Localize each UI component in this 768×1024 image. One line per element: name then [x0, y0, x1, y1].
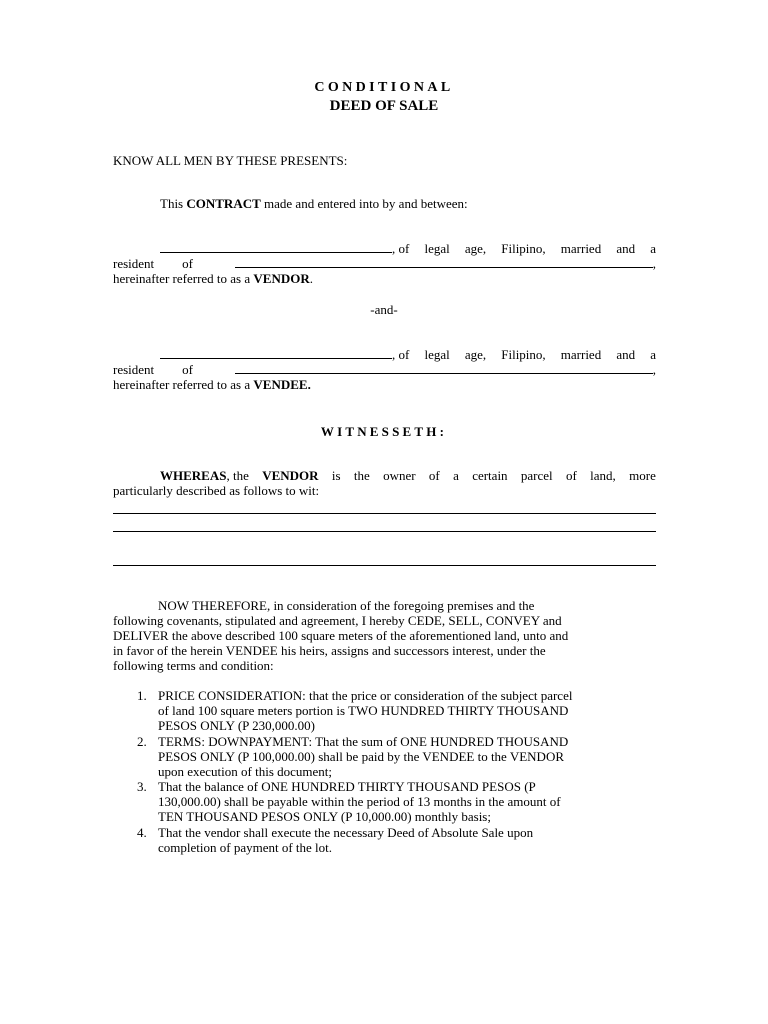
term-number: 2. [137, 734, 147, 749]
vendor-resident-label: resident [113, 256, 155, 271]
vendee-text-w6: and [616, 347, 636, 362]
vendee-text-w5: married [560, 347, 602, 362]
whereas-keyword: WHEREAS [160, 468, 227, 483]
vendor-comma: , [652, 256, 656, 271]
vendee-role: VENDEE. [253, 377, 311, 392]
term-line: That the vendor shall execute the necessary Deed of Absolute Sale upon [158, 825, 534, 840]
vendor-name-blank [160, 241, 392, 253]
vendee-text-w3: age, [464, 347, 487, 362]
and-separator: -and- [370, 302, 398, 317]
vendor-role-suffix: . [309, 271, 313, 286]
contract-paragraph [160, 196, 468, 211]
vendor-of-label: of [182, 256, 193, 271]
whereas-w10: parcel [520, 468, 553, 483]
vendor-role: VENDOR [253, 271, 310, 286]
term-line: of land 100 square meters portion is TWO HUNDRED THIRTY THOUSAND [158, 703, 569, 718]
term-number: 1. [137, 688, 147, 703]
vendor-residence-blank [235, 256, 653, 268]
term-line: PESOS ONLY (P 230,000.00) [158, 718, 315, 733]
vendee-text-w7: a [650, 347, 656, 362]
whereas-w12: land, [590, 468, 616, 483]
vendor-role-prefix: hereinafter referred to as a [113, 271, 254, 286]
term-line: TERMS: DOWNPAYMENT: That the sum of ONE HUNDRED THOUSAND [158, 734, 569, 749]
paragraph-line: NOW THEREFORE, in consideration of the foregoing premises and the [158, 598, 535, 613]
whereas-vendor: VENDOR [262, 468, 319, 483]
term-line: completion of payment of the lot. [158, 840, 333, 855]
whereas-w9: certain [472, 468, 508, 483]
witnesseth-heading: WITNESSETH: [320, 424, 448, 439]
vendor-text-w3: age, [464, 241, 487, 256]
paragraph-line: DELIVER the above described 100 square meters of the aforementioned land, unto and [113, 628, 569, 643]
vendor-party-block [113, 241, 656, 286]
vendor-text-w2: legal [424, 241, 450, 256]
vendee-text-w4: Filipino, [501, 347, 546, 362]
vendee-role-line [113, 377, 656, 392]
whereas-w13: more [629, 468, 656, 483]
document-title-line1: CONDITIONAL [314, 80, 454, 95]
whereas-w2: , the [226, 468, 249, 483]
vendee-party-block [113, 347, 656, 392]
vendee-of-label: of [182, 362, 193, 377]
vendee-residence-blank [235, 362, 653, 374]
term-line: 130,000.00) shall be payable within the period of 13 months in the amount of [158, 794, 561, 809]
property-description-line-2 [113, 531, 656, 532]
term-line: TEN THOUSAND PESOS ONLY (P 10,000.00) monthly basis; [158, 809, 491, 824]
term-line: upon execution of this document; [158, 764, 333, 779]
vendor-text-w7: a [650, 241, 656, 256]
vendee-resident-label: resident [113, 362, 155, 377]
vendor-text-w1: , of [392, 241, 410, 256]
vendor-text-w6: and [616, 241, 636, 256]
vendee-role-prefix: hereinafter referred to as a [113, 377, 254, 392]
paragraph-line: in favor of the herein VENDEE his heirs, assigns and successors interest, under the [113, 643, 546, 658]
property-description-line-1 [113, 513, 656, 514]
whereas-line2: particularly described as follows to wit: [113, 483, 320, 498]
vendee-name-blank [160, 347, 392, 359]
vendee-text-w2: legal [424, 347, 450, 362]
whereas-w7: of [428, 468, 440, 483]
term-line: PESOS ONLY (P 100,000.00) shall be paid by the VENDEE to the VENDOR [158, 749, 565, 764]
term-line: PRICE CONSIDERATION: that the price or consideration of the subject parcel [158, 688, 573, 703]
vendee-text-w1: , of [392, 347, 410, 362]
contract-keyword: CONTRACT [186, 196, 261, 211]
intro-text: KNOW ALL MEN BY THESE PRESENTS: [113, 153, 348, 168]
whereas-w11: of [565, 468, 577, 483]
vendor-text-w4: Filipino, [501, 241, 546, 256]
paragraph-line: following covenants, stipulated and agreement, I hereby CEDE, SELL, CONVEY and [113, 613, 562, 628]
document-title-line2: DEED OF SALE [329, 98, 439, 114]
vendor-role-line [113, 271, 656, 286]
term-line: That the balance of ONE HUNDRED THIRTY THOUSAND PESOS (P [158, 779, 536, 794]
whereas-w4: is [331, 468, 341, 483]
whereas-w6: owner [383, 468, 416, 483]
now-therefore-paragraph [113, 598, 673, 673]
contract-prefix: This [160, 196, 187, 211]
vendee-comma: , [652, 362, 656, 377]
contract-suffix: made and entered into by and between: [260, 196, 468, 211]
paragraph-line: following terms and condition: [113, 658, 274, 673]
property-description-line-3 [113, 565, 656, 566]
term-number: 4. [137, 825, 147, 840]
whereas-paragraph [113, 468, 656, 498]
whereas-w5: the [353, 468, 370, 483]
vendor-text-w5: married [560, 241, 602, 256]
term-number: 3. [137, 779, 147, 794]
whereas-w8: a [453, 468, 459, 483]
